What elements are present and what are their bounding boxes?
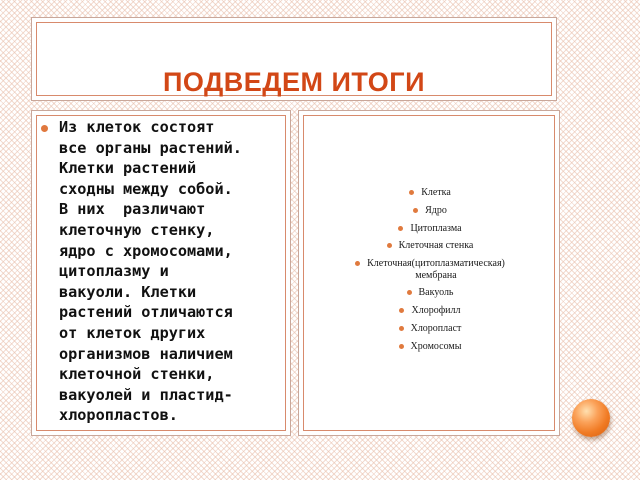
term-label: Вакуоль <box>418 287 454 299</box>
term-label: Клеточная стенка <box>398 240 474 252</box>
term-item <box>299 258 561 281</box>
content-right-placeholder <box>298 110 560 436</box>
term-item <box>299 223 561 235</box>
title-placeholder <box>31 17 557 101</box>
term-item <box>299 240 561 252</box>
bullet-dot-icon <box>413 208 418 213</box>
bullet-dot-icon <box>399 308 404 313</box>
term-label: Клетка <box>421 187 451 198</box>
summary-paragraph: Из клеток состоят все органы растений. Клетки растений сходны между собой. В них различают клеточную стенку, ядро с хромосомами, цитоплазму и вакуоли. Клетки растений отличаются от клеток других организмов наличием клеточной стенки, вакуолей и пластид- хлоропластов. <box>59 118 242 425</box>
term-label: Хлорофилл <box>411 305 461 317</box>
term-item <box>299 187 561 199</box>
bullet-dot-icon <box>398 226 403 231</box>
bullet-dot-icon <box>399 344 404 349</box>
bullet-dot-icon <box>399 326 404 331</box>
term-item <box>299 205 561 217</box>
term-label: Цитоплазма <box>410 222 462 234</box>
term-label: Хлоропласт <box>410 323 462 335</box>
content-left-placeholder <box>31 110 291 436</box>
term-item <box>299 323 561 335</box>
term-item <box>299 287 561 299</box>
bullet-dot-icon <box>409 190 414 195</box>
term-item <box>299 305 561 317</box>
term-label: Клеточная(цитоплазматическая) мембрана <box>367 258 505 281</box>
slide-title: ПОДВЕДЕМ ИТОГИ <box>163 67 425 97</box>
term-label: Хромосомы <box>410 340 462 352</box>
term-label: Ядро <box>425 204 447 216</box>
bullet-dot-icon <box>41 125 48 132</box>
term-item <box>299 341 561 353</box>
bullet-dot-icon <box>355 261 360 266</box>
bullet-dot-icon <box>407 290 412 295</box>
terms-list <box>299 187 561 359</box>
bullet-dot-icon <box>387 243 392 248</box>
orange-orb-icon[interactable] <box>572 399 610 437</box>
